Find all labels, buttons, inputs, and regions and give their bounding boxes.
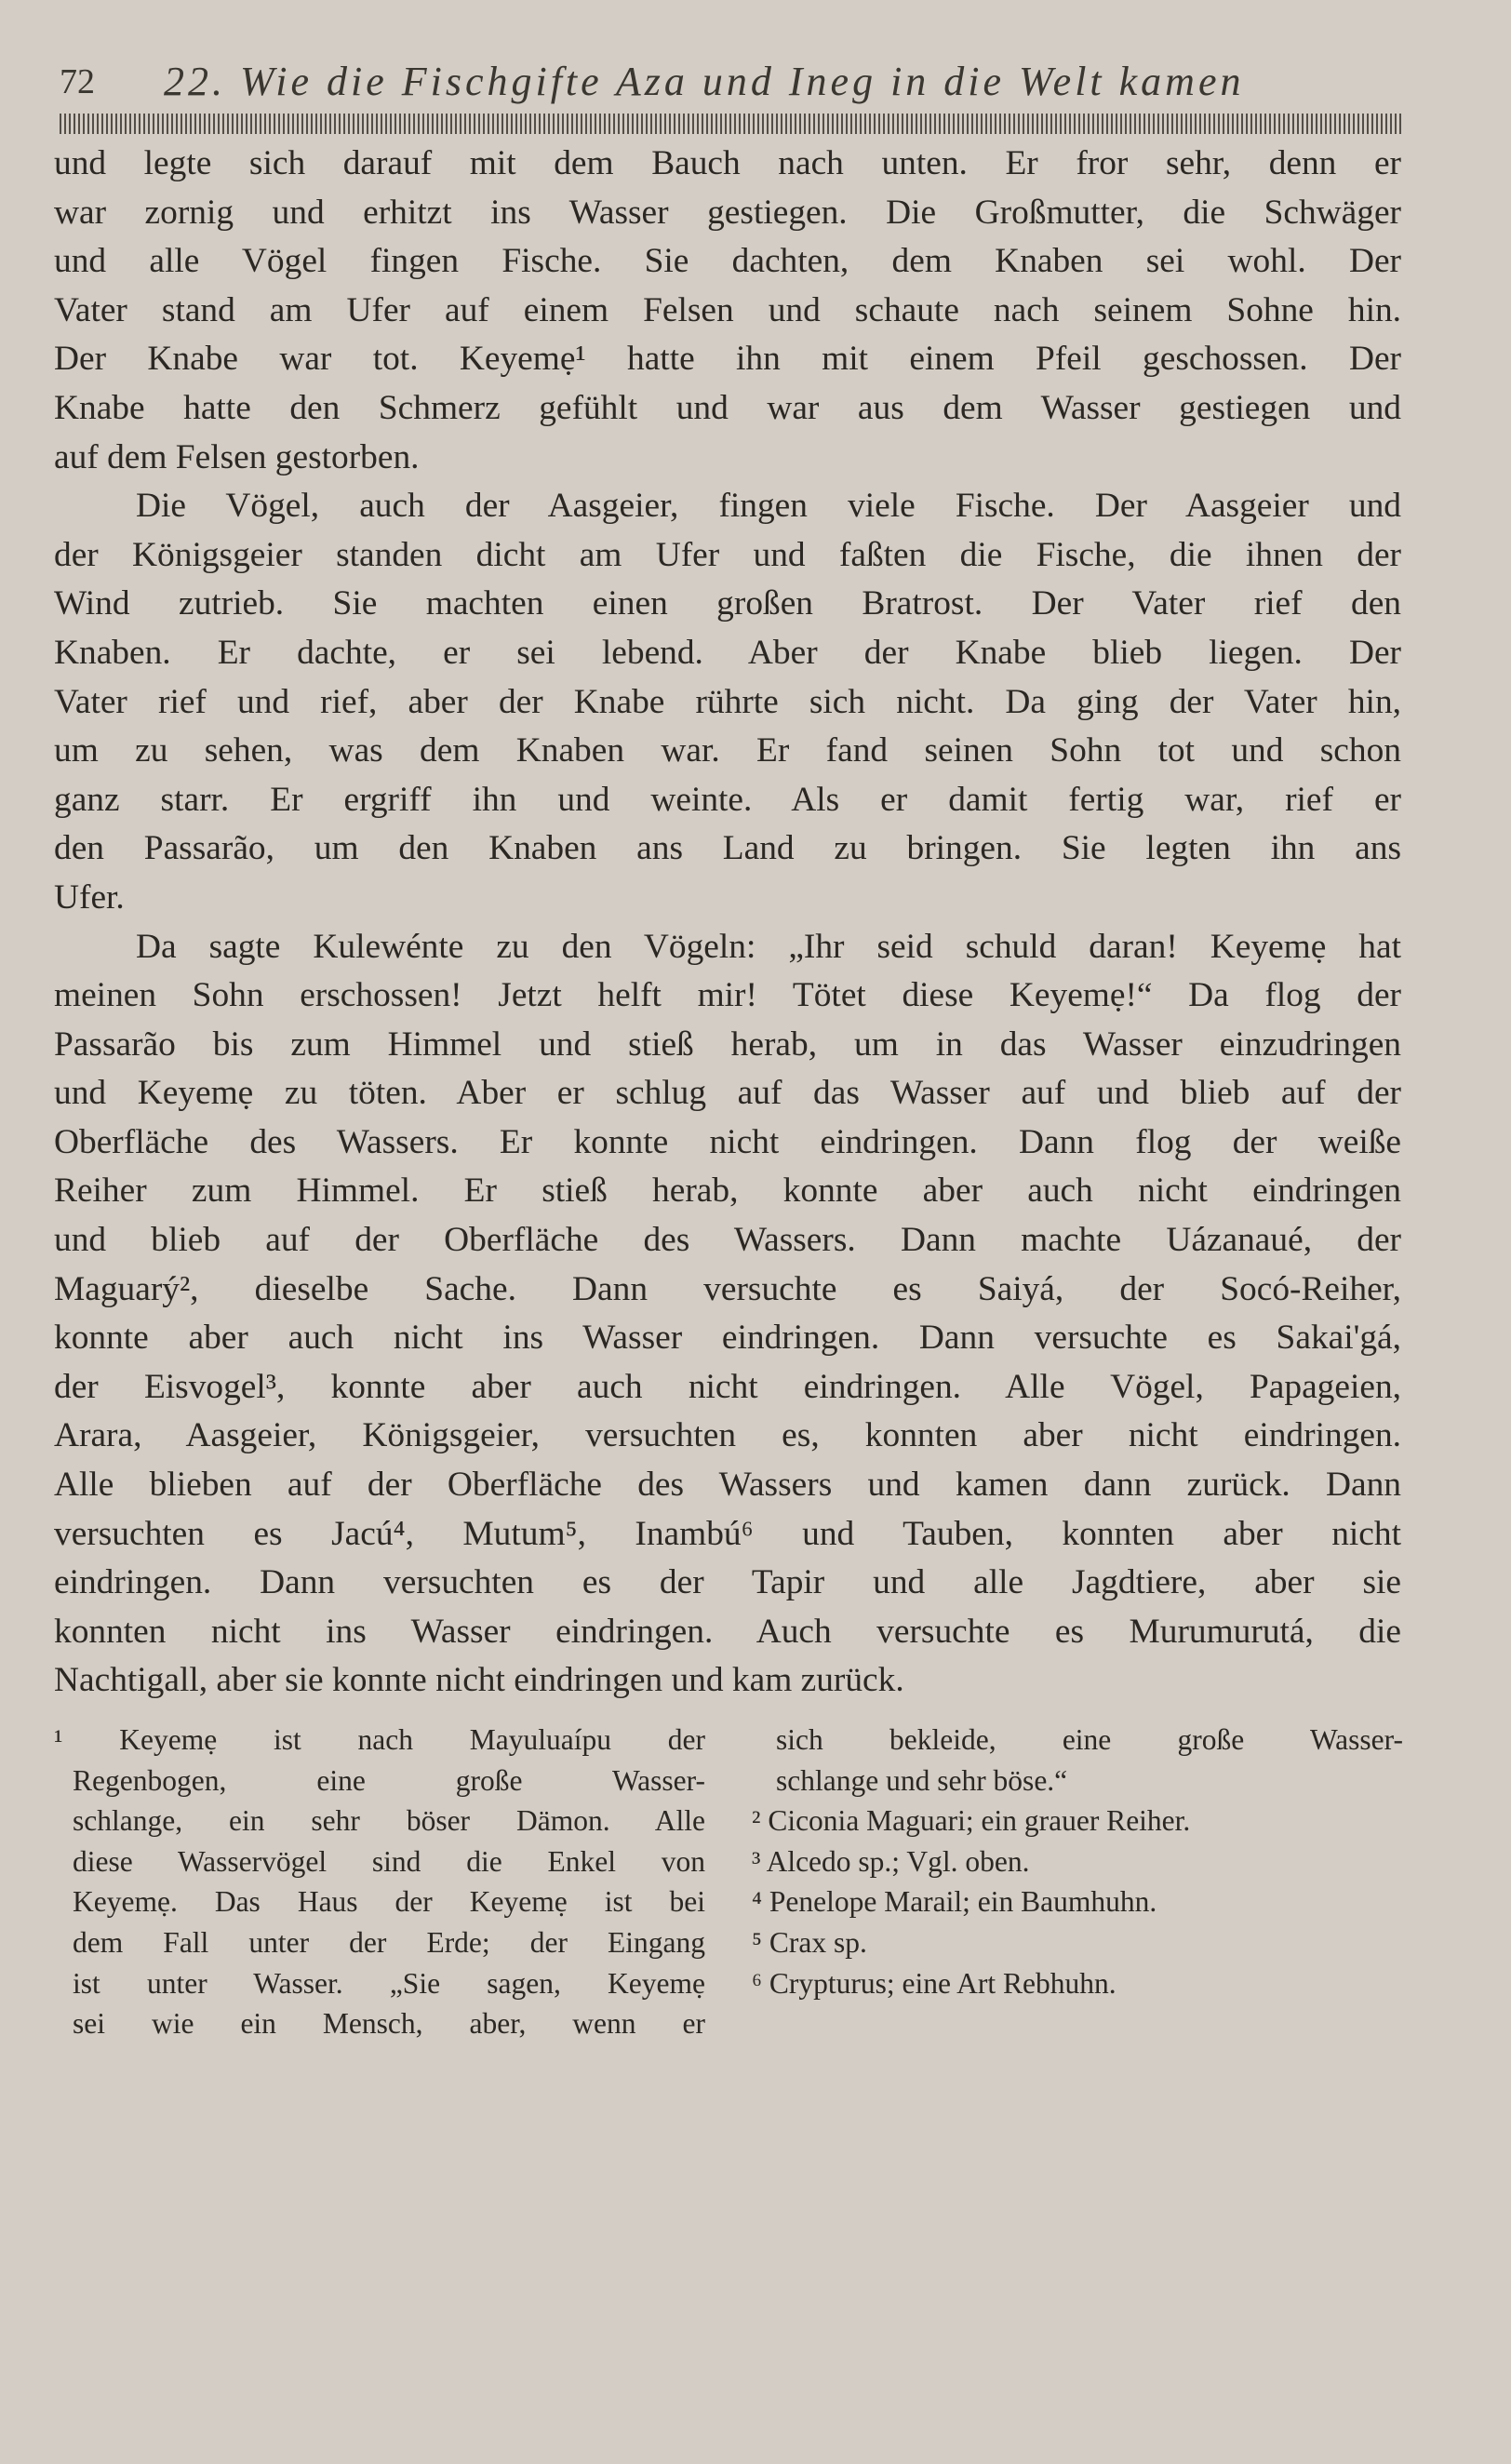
text-line: und Keyemẹ zu töten. Aber er schlug auf das Wasser auf und blieb auf der bbox=[54, 1074, 1401, 1113]
text-line: und alle Vögel fingen Fische. Sie dachten, dem Knaben sei wohl. Der bbox=[54, 242, 1401, 281]
text-line: eindringen. Dann versuchten es der Tapir und alle Jagdtiere, aber sie bbox=[54, 1563, 1401, 1602]
footnote-line: sich bekleide, eine große Wasser- bbox=[776, 1723, 1403, 1756]
text-line: Alle blieben auf der Oberfläche des Wassers und kamen dann zurück. Dann bbox=[54, 1466, 1401, 1505]
text-line: Knaben. Er dachte, er sei lebend. Aber der Knabe blieb liegen. Der bbox=[54, 633, 1401, 672]
text-line: konnten nicht ins Wasser eindringen. Auch versuchte es Murumurutá, die bbox=[54, 1612, 1401, 1651]
text-line: Der Knabe war tot. Keyemẹ¹ hatte ihn mit einem Pfeil geschossen. Der bbox=[54, 340, 1401, 379]
footnote-line: ¹ Keyemẹ ist nach Mayuluaípu der bbox=[54, 1723, 705, 1756]
text-line: Maguarý², dieselbe Sache. Dann versuchte es Saiyá, der Socó-Reiher, bbox=[54, 1269, 1401, 1308]
footnotes-left bbox=[54, 1720, 705, 2044]
text-line: den Passarão, um den Knaben ans Land zu bringen. Sie legten ihn ans bbox=[54, 829, 1401, 868]
text-line: Nachtigall, aber sie konnte nicht eindringen und kam zurück. bbox=[54, 1661, 904, 1700]
text-line: versuchten es Jacú⁴, Mutum⁵, Inambú⁶ und Tauben, konnten aber nicht bbox=[54, 1514, 1401, 1553]
page-number: 72 bbox=[60, 62, 95, 101]
text-line: Wind zutrieb. Sie machten einen großen Bratrost. Der Vater rief den bbox=[54, 584, 1401, 623]
footnote-line: ⁴ Penelope Marail; ein Baumhuhn. bbox=[752, 1885, 1157, 1919]
text-line: meinen Sohn erschossen! Jetzt helft mir! Tötet diese Keyemẹ!“ Da flog der bbox=[54, 976, 1401, 1015]
text-line: konnte aber auch nicht ins Wasser eindringen. Dann versuchte es Sakai'gá, bbox=[54, 1319, 1401, 1358]
text-line: Ufer. bbox=[54, 877, 125, 917]
footnote-line: Regenbogen, eine große Wasser- bbox=[73, 1763, 705, 1797]
footnote-line: schlange und sehr böse.“ bbox=[776, 1763, 1068, 1797]
text-line: Knabe hatte den Schmerz gefühlt und war aus dem Wasser gestiegen und bbox=[54, 388, 1401, 427]
text-line: Vater rief und rief, aber der Knabe rührte sich nicht. Da ging der Vater hin, bbox=[54, 682, 1401, 721]
footnote-line: ⁵ Crax sp. bbox=[752, 1925, 867, 1959]
text-line: war zornig und erhitzt ins Wasser gestiegen. Die Großmutter, die Schwäger bbox=[54, 193, 1401, 232]
text-line: und blieb auf der Oberfläche des Wassers. Dann machte Uázanaué, der bbox=[54, 1221, 1401, 1260]
footnote-line: schlange, ein sehr böser Dämon. Alle bbox=[73, 1804, 705, 1838]
text-line: Da sagte Kulewénte zu den Vögeln: „Ihr seid schuld daran! Keyemẹ hat bbox=[136, 927, 1401, 966]
footnote-line: ³ Alcedo sp.; Vgl. oben. bbox=[752, 1844, 1030, 1878]
main-text bbox=[54, 140, 1401, 1706]
footnote-line: ⁶ Crypturus; eine Art Rebhuhn. bbox=[752, 1966, 1117, 2000]
text-line: und legte sich darauf mit dem Bauch nach unten. Er fror sehr, denn er bbox=[54, 144, 1401, 182]
text-line: der Königsgeier standen dicht am Ufer und faßten die Fische, die ihnen der bbox=[54, 535, 1401, 574]
text-line: Vater stand am Ufer auf einem Felsen und schaute nach seinem Sohne hin. bbox=[54, 290, 1401, 329]
text-line: Reiher zum Himmel. Er stieß herab, konnte aber auch nicht eindringen bbox=[54, 1172, 1401, 1211]
footnote-line: Keyemẹ. Das Haus der Keyemẹ ist bei bbox=[73, 1885, 705, 1919]
text-line: Passarão bis zum Himmel und stieß herab, um in das Wasser einzudringen bbox=[54, 1024, 1401, 1064]
text-line: der Eisvogel³, konnte aber auch nicht eindringen. Alle Vögel, Papageien, bbox=[54, 1367, 1401, 1406]
running-header bbox=[60, 58, 1401, 104]
footnotes-right bbox=[752, 1720, 1403, 2003]
text-line: Arara, Aasgeier, Königsgeier, versuchten es, konnten aber nicht eindringen. bbox=[54, 1416, 1401, 1455]
header-rule bbox=[60, 114, 1401, 134]
chapter-title: 22. Wie die Fischgifte Aza und Ineg in die Welt kamen bbox=[164, 59, 1245, 104]
footnote-line: diese Wasservögel sind die Enkel von bbox=[73, 1844, 705, 1878]
text-line: um zu sehen, was dem Knaben war. Er fand seinen Sohn tot und schon bbox=[54, 731, 1401, 770]
footnote-line: ist unter Wasser. „Sie sagen, Keyemẹ bbox=[73, 1966, 705, 2000]
text-line: Oberfläche des Wassers. Er konnte nicht eindringen. Dann flog der weiße bbox=[54, 1122, 1401, 1161]
footnote-line: sei wie ein Mensch, aber, wenn er bbox=[73, 2007, 705, 2041]
text-line: auf dem Felsen gestorben. bbox=[54, 437, 420, 476]
text-line: ganz starr. Er ergriff ihn und weinte. Als er damit fertig war, rief er bbox=[54, 780, 1401, 819]
text-line: Die Vögel, auch der Aasgeier, fingen viele Fische. Der Aasgeier und bbox=[136, 487, 1401, 526]
footnote-line: ² Ciconia Maguari; ein grauer Reiher. bbox=[752, 1804, 1191, 1838]
footnote-line: dem Fall unter der Erde; der Eingang bbox=[73, 1925, 705, 1959]
